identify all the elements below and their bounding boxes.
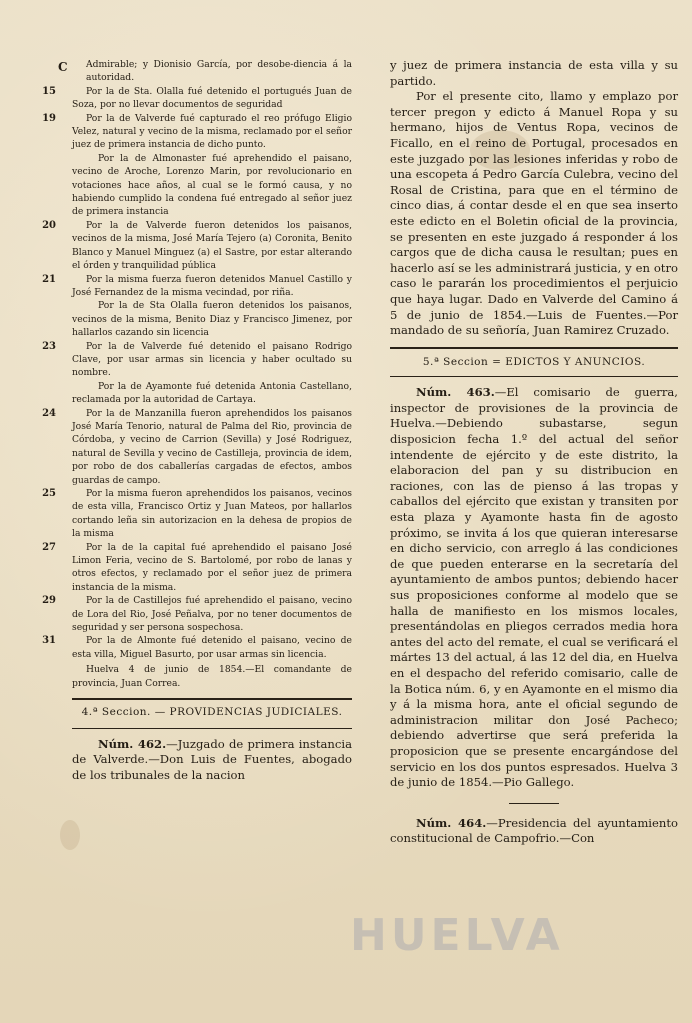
short-divider: [509, 803, 559, 804]
report-entry: [42, 273, 352, 300]
entry-text: Por la de Manzanilla fueron aprehendidos los paisanos José María Tenorio, natural de Palma del Rio, provincia de Córdoba, y vecino de Carrion (Sevilla) y José Rodriguez, natural de Sevilla y vecino de Castilleja, provincia de idem, por robo de dos caballerías cargadas de efectos, ambos guardas de campo.: [72, 407, 352, 486]
entry-text: Por la de Ayamonte fué detenida Antonia Castellano, reclamada por la autoridad de Cartaya.: [72, 380, 352, 406]
section-5-title: 5.ª Seccion = EDICTOS Y ANUNCIOS.: [422, 355, 646, 368]
entry-day-number: 31: [42, 635, 56, 647]
report-entry: [42, 340, 352, 380]
continuation-text: y juez de primera instancia de esta villa y su partido.: [390, 58, 678, 88]
right-column: [390, 58, 678, 847]
entry-day-number: 25: [42, 488, 56, 499]
notice-463: [390, 385, 678, 790]
entry-text: Por la de Sta Olalla fueron detenidos los paisanos, vecinos de la misma, Benito Diaz y Francisco Jimenez, por hallarlos cazando sin licencia: [72, 300, 352, 339]
signature: Huelva 4 de junio de 1854.—El comandante de provincia, Juan Correa.: [72, 664, 352, 689]
report-entry: [72, 152, 352, 219]
entry-day-number: 15: [42, 85, 56, 97]
entry-day-number: 27: [42, 541, 56, 553]
entry-text: Por la de Almonaster fué aprehendido el paisano, vecino de Aroche, Lorenzo Marin, por revolucionario en votaciones hace años, al cual se le formó causa, y no habiendo cumplido la condena fué entregado al señor juez de primera instancia: [72, 152, 352, 218]
notice-number: Núm. 463.: [416, 385, 495, 400]
entry-text: Por la de Almonte fué detenido el paisano, vecino de esta villa, Miguel Basurto, por usar armas sin licencia.: [72, 635, 352, 660]
edict-text: Por el presente cito, llamo y emplazo por tercer pregon y edicto á Manuel Ropa y su hermano, hijos de Ventus Ropa, vecinos de Ficallo, en el reino de Portugal, procesados en este juzgado por las lesiones inferidas y robo de una escopeta á Pedro García Culebra, vecino del Rosal de Cristina, para que en el término de cinco dias, á contar desde el en que sea inserto este edicto en el Boletin oficial de la provincia, se presenten en este juzgado á responder á los cargos que de dicha causa le resultan; pues en hacerlo así se les administrará justicia, y en otro caso le pararán los procedimientos el perjuicio que haya lugar. Dado en Valverde del Camino á 5 de junio de 1854.—Luis de Fuentes.—Por mandado de su señoría, Juan Ramirez Cruzado.: [390, 89, 678, 338]
section-4-title: 4.ª Seccion. — PROVIDENCIAS JUDICIALES.: [81, 706, 343, 719]
notice-464: [390, 816, 678, 847]
entry-day-number: 19: [42, 112, 56, 124]
report-entry: [42, 487, 352, 541]
notice-text: —Juzgado de primera instancia de Valverde.—Don Luis de Fuentes, abogado de los tribunales de la nacion: [72, 736, 352, 782]
lead-text: Admirable; y Dionisio García, por desobe-diencia á la autoridad.: [86, 59, 352, 84]
entry-text: Por la de Valverde fué detenido el paisano Rodrigo Clave, por usar armas sin licencia y haber ocultado su nombre.: [72, 340, 352, 379]
entry-day-number: 29: [42, 595, 56, 607]
entry-day-number: 20: [42, 219, 56, 231]
notice-number: Núm. 464.: [416, 815, 487, 830]
report-entry: [42, 407, 352, 487]
report-entry: [42, 634, 352, 661]
entry-text: Por la de Castillejos fué aprehendido el paisano, vecino de Lora del Rio, José Peñalva, por no tener documentos de seguridad y ser persona sospechosa.: [72, 595, 352, 634]
notice-number: Núm. 462.: [98, 736, 167, 751]
entry-text: Por la de Valverde fué capturado el reo prófugo Eligio Velez, natural y vecino de la misma, reclamado por el señor juez de primera instancia de dicho punto.: [72, 112, 352, 151]
notice-text: —Presidencia del ayuntamiento constitucional de Campofrio.—Con: [390, 815, 678, 846]
entry-day-number: 24: [42, 407, 56, 419]
entry-text: Por la de Sta. Olalla fué detenido el portugués Juan de Soza, por no llevar documentos de seguridad: [72, 85, 352, 111]
report-entry: [72, 380, 352, 407]
section-divider: [72, 698, 352, 700]
entries-list: [42, 85, 352, 661]
report-entry: [42, 85, 352, 112]
entry-text: Por la de Valverde fueron detenidos los paisanos, vecinos de la misma, José María Tejero (a) Coronita, Benito Blanco y Manuel Minguez (a) el Sastre, por estar alterando el órden y tranquilidad pública: [72, 219, 352, 272]
section-divider: [390, 347, 678, 349]
notice-text: —El comisario de guerra, inspector de provisiones de la provincia de Huelva.—Debiendo subastarse, segun disposicion fecha 1.º del actual del señor intendente de ejército y de este distrito, la elaboracion del pan y su distribucion en raciones, con las de pienso á las tropas y caballos del ejército que existan y transiten por esta plaza y Ayamonte hasta fin de agosto próximo, se invita á los que quieran interesarse en dicho servicio, con arreglo á las condiciones de que pueden enterarse en la secretaría del ayuntamiento de ambos puntos; debiendo hacer sus proposiciones conforme al modelo que se halla de manifiesto en los mismos locales, presentándolas en pliegos cerrados media hora antes del acto del remate, el cual se verificará el mártes 13 del actual, á las 12 del dia, en Huelva en el despacho del referido comisario, calle de la Botica núm. 6, y en Ayamonte en el mismo dia y á la misma hora, ante el oficial segundo de administracion militar don José Pacheco; debiendo advertirse que será preferida la proposicion que se presente encargándose del servicio en los dos puntos espresados. Huelva 3 de junio de 1854.—Pio Gallego.: [390, 385, 678, 790]
report-entry: [72, 299, 352, 339]
entry-day-number: 23: [42, 340, 56, 352]
entry-day-number: 21: [42, 273, 56, 285]
watermark-logo: HUELVA: [350, 910, 564, 961]
left-column: [42, 58, 352, 783]
entry-text: Por la de la capital fué aprehendido el paisano José Limon Feria, vecino de S. Bartolomé, por robo de lanas y otros efectos, y reclamado por el señor juez de primera instancia de la misma.: [72, 541, 352, 593]
entry-text: Por la misma fueron aprehendidos los paisanos, vecinos de esta villa, Francisco Ortiz y Juan Mateos, por hallarlos cortando leña sin autorizacion en la dehesa de propios de la misma: [72, 488, 352, 540]
decorative-ornament-icon: C: [58, 60, 68, 74]
notice-462: [72, 737, 352, 784]
report-entry: [42, 219, 352, 273]
report-entry: [42, 541, 352, 595]
section-divider-thin: [390, 376, 678, 377]
paper-stain: [60, 820, 80, 850]
entry-text: Por la misma fuerza fueron detenidos Manuel Castillo y José Fernandez de la misma vecindad, por riña.: [72, 273, 352, 298]
report-entry: [42, 112, 352, 152]
section-divider-thin: [72, 728, 352, 729]
report-entry: [42, 594, 352, 634]
